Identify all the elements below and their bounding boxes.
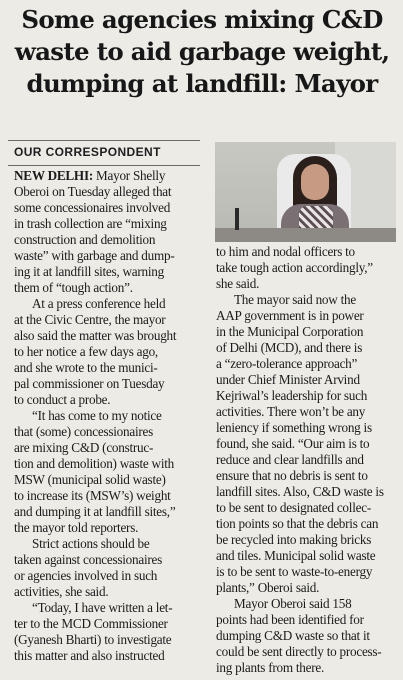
article-line: tion points so that the debris can bbox=[216, 516, 379, 531]
headline-line: Some agencies mixing C&D bbox=[21, 5, 383, 34]
article-line: to him and nodal officers to bbox=[216, 244, 355, 259]
article-paragraph bbox=[216, 244, 398, 292]
article-line: plants,” Oberoi said. bbox=[216, 580, 320, 595]
article-line: activities. There won’t be any bbox=[216, 404, 366, 419]
article-line: could be sent directly to process- bbox=[216, 644, 382, 659]
article-paragraph bbox=[14, 168, 204, 296]
article-line: construction and demolition bbox=[14, 232, 156, 247]
article-line: (Gyanesh Bharti) to investigate bbox=[14, 632, 172, 647]
byline: OUR CORRESPONDENT bbox=[14, 145, 161, 159]
article-column-2 bbox=[216, 244, 398, 676]
article-line: “It has come to my notice bbox=[32, 408, 162, 423]
article-line: tion and demolition) waste with bbox=[14, 456, 174, 471]
article-column-1 bbox=[14, 168, 204, 664]
article-paragraph bbox=[14, 536, 204, 600]
mayor-photo bbox=[215, 142, 396, 242]
article-line: points had been identified for bbox=[216, 612, 364, 627]
article-line: to conduct a probe. bbox=[14, 392, 111, 407]
article-line: some concessionaires involved bbox=[14, 200, 171, 215]
article-line: the mayor told reporters. bbox=[14, 520, 139, 535]
article-line: are mixing C&D (construc- bbox=[14, 440, 154, 455]
article-line: Strict actions should be bbox=[32, 536, 150, 551]
article-line: At a press conference held bbox=[32, 296, 166, 311]
article-line: be recycled into making bricks bbox=[216, 532, 372, 547]
article-line: found, she said. “Our aim is to bbox=[216, 436, 370, 451]
article-line: pal commissioner on Tuesday bbox=[14, 376, 165, 391]
article-line: leniency if something wrong is bbox=[216, 420, 372, 435]
article-line: also said the matter was brought bbox=[14, 328, 177, 343]
headline-line: dumping at landfill: Mayor bbox=[26, 69, 378, 98]
article-line: reduce and clear landfills and bbox=[216, 452, 364, 467]
dateline: NEW DELHI: bbox=[14, 168, 93, 183]
article-line: NEW DELHI: Mayor Shelly bbox=[14, 168, 166, 183]
photo-face bbox=[301, 164, 329, 200]
article-line: to be sent to designated collec- bbox=[216, 500, 371, 515]
article-line: ing it at landfill sites, warning bbox=[14, 264, 164, 279]
article-line: MSW (municipal solid waste) bbox=[14, 472, 166, 487]
byline-rule-bottom bbox=[8, 165, 200, 166]
article-line: is to be sent to waste-to-energy bbox=[216, 564, 373, 579]
article-paragraph bbox=[216, 596, 398, 676]
article-line: to increase its (MSW’s) weight bbox=[14, 488, 171, 503]
article-line: dumping C&D waste so that it bbox=[216, 628, 370, 643]
article-line: or agencies involved in such bbox=[14, 568, 158, 583]
byline-rule-top bbox=[8, 140, 200, 141]
article-line: ing plants from there. bbox=[216, 660, 325, 675]
article-line: a “zero-tolerance approach” bbox=[216, 356, 358, 371]
article-paragraph bbox=[14, 408, 204, 536]
article-line: this matter and also instructed bbox=[14, 648, 165, 663]
article-line: that (some) concessionaires bbox=[14, 424, 153, 439]
photo-microphone bbox=[235, 208, 239, 230]
article-line: she said. bbox=[216, 276, 260, 291]
article-paragraph bbox=[14, 296, 204, 408]
article-line: under Chief Minister Arvind bbox=[216, 372, 360, 387]
article-line: and tiles. Municipal solid waste bbox=[216, 548, 376, 563]
article-line: them of “tough action”. bbox=[14, 280, 133, 295]
article-line: to her notice a few days ago, bbox=[14, 344, 158, 359]
article-paragraph bbox=[14, 600, 204, 664]
article-line: taken against concessionaires bbox=[14, 552, 163, 567]
article-line: of Delhi (MCD), and there is bbox=[216, 340, 363, 355]
article-line: landfill sites. Also, C&D waste is bbox=[216, 484, 384, 499]
article-line: ter to the MCD Commissioner bbox=[14, 616, 168, 631]
photo-desk bbox=[215, 228, 396, 242]
article-line: in the Municipal Corporation bbox=[216, 324, 364, 339]
article-line: AAP government is in power bbox=[216, 308, 364, 323]
article-line: waste” with garbage and dump- bbox=[14, 248, 175, 263]
article-line: and she wrote to the munici- bbox=[14, 360, 158, 375]
article-line: Oberoi on Tuesday alleged that bbox=[14, 184, 172, 199]
article-line: ensure that no debris is sent to bbox=[216, 468, 368, 483]
article-line: “Today, I have written a let- bbox=[32, 600, 173, 615]
article-line: Kejriwal’s leadership for such bbox=[216, 388, 368, 403]
article-line: and dumping it at landfill sites,” bbox=[14, 504, 176, 519]
headline-line: waste to aid garbage weight, bbox=[14, 37, 390, 66]
article-paragraph bbox=[216, 292, 398, 596]
article-line: Mayor Oberoi said 158 bbox=[234, 596, 352, 611]
article-line: The mayor said now the bbox=[234, 292, 356, 307]
article-line: activities, she said. bbox=[14, 584, 109, 599]
article-line: at the Civic Centre, the mayor bbox=[14, 312, 166, 327]
article-line: take tough action accordingly,” bbox=[216, 260, 373, 275]
article-line: in trash collection are “mixing bbox=[14, 216, 167, 231]
headline bbox=[8, 4, 396, 100]
